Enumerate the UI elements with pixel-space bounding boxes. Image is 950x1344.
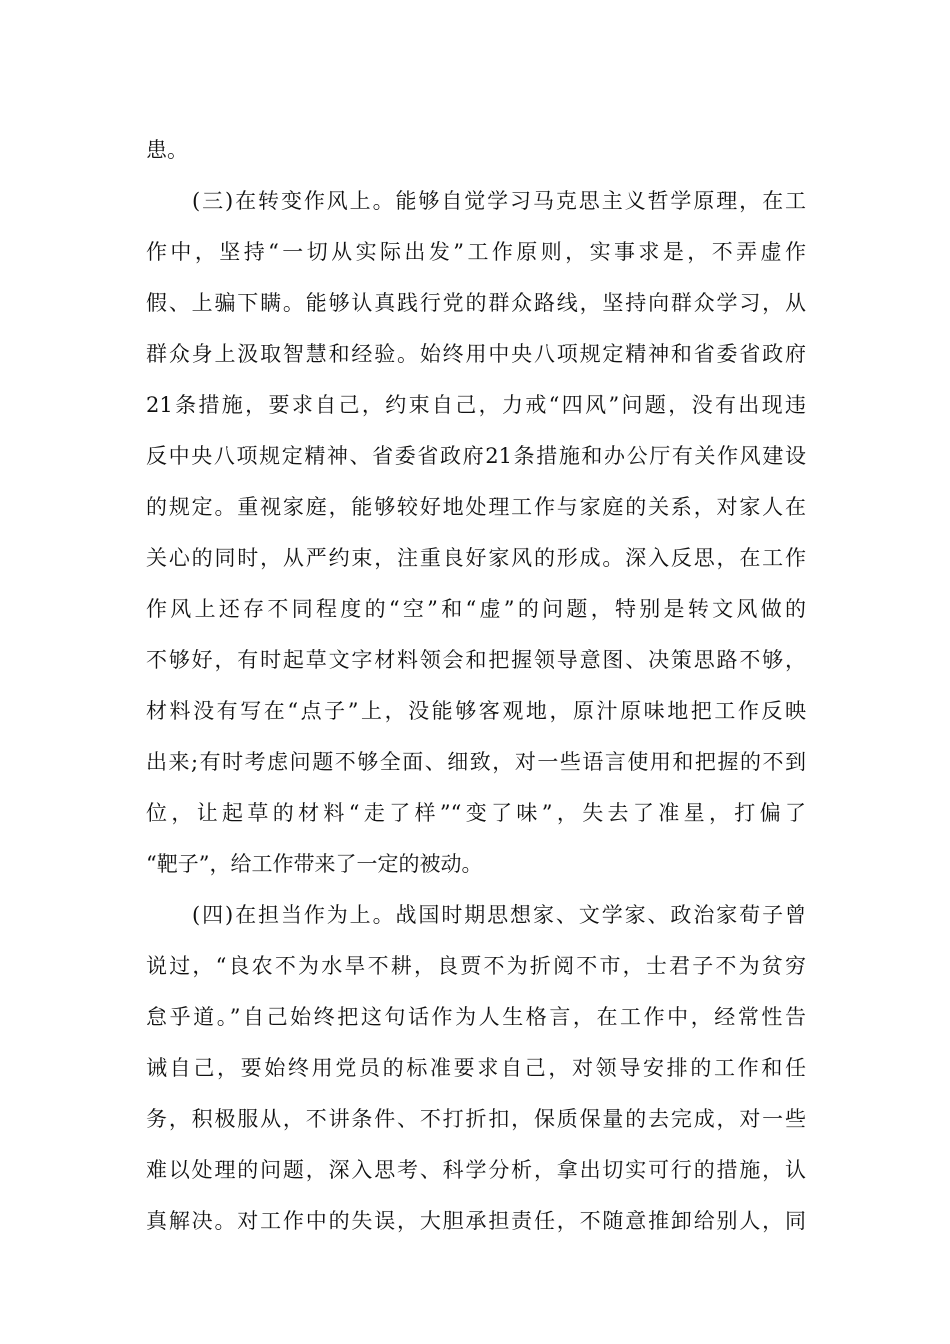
text-line: 说过，“良农不为水旱不耕，良贾不为折阅不市，士君子不为贫穷	[146, 954, 806, 978]
section-heading-line: (四)在担当作为上。战国时期思想家、文学家、政治家荀子曾	[192, 903, 806, 927]
text-line: 患。	[146, 138, 188, 162]
text-line: 的规定。重视家庭，能够较好地处理工作与家庭的关系，对家人在	[146, 495, 806, 519]
text-line: 出来;有时考虑问题不够全面、细致，对一些语言使用和把握的不到	[146, 750, 806, 774]
text-line: 怠乎道。”自己始终把这句话作为人生格言，在工作中，经常性告	[146, 1005, 806, 1029]
text-line: 反中央八项规定精神、省委省政府21条措施和办公厅有关作风建设	[146, 444, 806, 468]
text-line: 假、上骗下瞒。能够认真践行党的群众路线，坚持向群众学习，从	[146, 291, 806, 315]
text-line: 位，让起草的材料“走了样”“变了味”，失去了准星，打偏了	[146, 801, 806, 825]
text-line: 不够好，有时起草文字材料领会和把握领导意图、决策思路不够，	[146, 648, 806, 672]
text-line: 作风上还存不同程度的“空”和“虚”的问题，特别是转文风做的	[146, 597, 806, 621]
text-line: 群众身上汲取智慧和经验。始终用中央八项规定精神和省委省政府	[146, 342, 806, 366]
text-line: 真解决。对工作中的失误，大胆承担责任，不随意推卸给别人，同	[146, 1209, 806, 1233]
text-line: 21条措施，要求自己，约束自己，力戒“四风”问题，没有出现违	[146, 393, 806, 417]
text-line: 诫自己，要始终用党员的标准要求自己，对领导安排的工作和任	[146, 1056, 806, 1080]
text-line: 材料没有写在“点子”上，没能够客观地，原汁原味地把工作反映	[146, 699, 806, 723]
text-line: 关心的同时，从严约束，注重良好家风的形成。深入反思，在工作	[146, 546, 806, 570]
text-line: 作中，坚持“一切从实际出发”工作原则，实事求是，不弄虚作	[146, 240, 806, 264]
text-line: “靶子”，给工作带来了一定的被动。	[146, 852, 483, 876]
section-heading-line: (三)在转变作风上。能够自觉学习马克思主义哲学原理，在工	[192, 189, 806, 213]
text-line: 务，积极服从，不讲条件、不打折扣，保质保量的去完成，对一些	[146, 1107, 806, 1131]
text-line: 难以处理的问题，深入思考、科学分析，拿出切实可行的措施，认	[146, 1158, 806, 1182]
